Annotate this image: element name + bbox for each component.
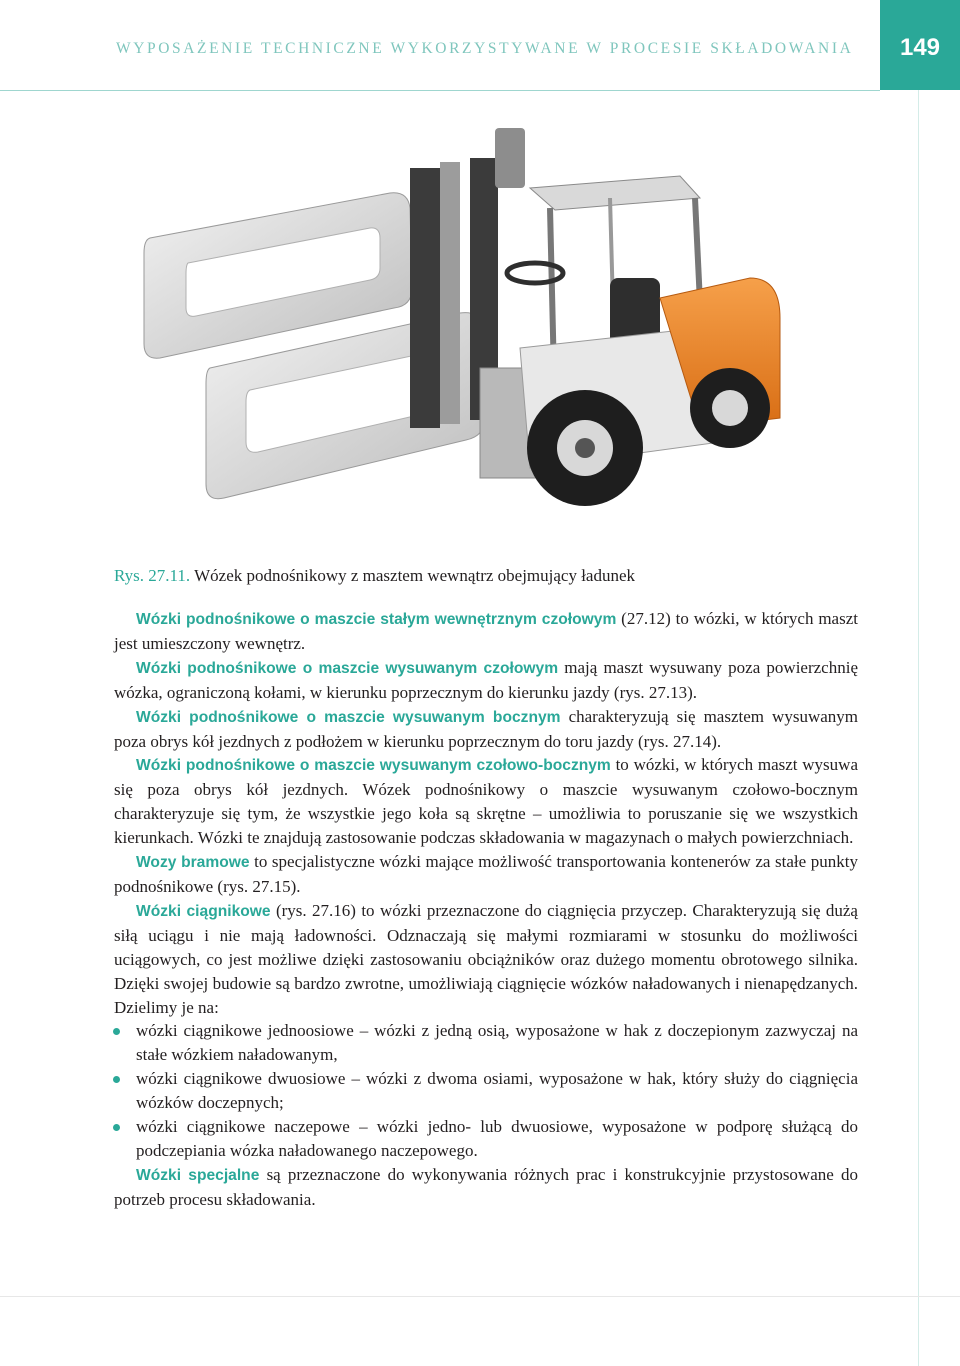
figure-caption-text: Wózek podnośnikowy z masztem wewnątrz obejmujący ładunek bbox=[194, 566, 636, 585]
bullet-list bbox=[114, 1019, 858, 1162]
footer-divider bbox=[0, 1296, 960, 1297]
forklift-with-clamp-illustration bbox=[140, 118, 790, 548]
paragraph-text: to wózki, w których maszt wysuwa się poza obrys kół jezdnych. Wózek podnośnikowy o maszcie wysuwanym czołowo-bocznym charakteryzuje się tym, że wszystkie jego koła są skrętne – umożliwia to poruszanie się we wszystkich kierunkach. Wózki te znajdują zastosowanie podczas składowania w magazynach o małych powierzchniach. bbox=[114, 755, 858, 848]
paragraph-text: charakteryzują się masztem wysuwanym poza obrys kół jezdnych z podłożem w kierunku poprzecznym do toru jazdy (rys. 27.14). bbox=[114, 706, 858, 751]
keyword: Wózki specjalne bbox=[136, 1166, 260, 1184]
list-item-text: wózki ciągnikowe dwuosiowe – wózki z dwoma osiami, wyposażone w hak, który służy do ciągnięcia wózków doczepnych; bbox=[136, 1069, 858, 1113]
bullet-icon bbox=[113, 1124, 120, 1131]
paragraph bbox=[114, 705, 858, 754]
paragraph-text: mają maszt wysuwany poza powierzchnię wózka, ograniczoną kołami, w kierunku poprzecznym do kierunku jazdy (rys. 27.13). bbox=[114, 657, 858, 702]
figure-caption-label: Rys. 27.11. bbox=[114, 566, 191, 585]
paragraph bbox=[114, 899, 858, 1020]
keyword: Wózki podnośnikowe o maszcie wysuwanym czołowo-bocznym bbox=[136, 757, 611, 775]
paragraph bbox=[114, 656, 858, 705]
bullet-icon bbox=[113, 1076, 120, 1083]
keyword: Wózki podnośnikowe o maszcie wysuwanym czołowym bbox=[136, 659, 559, 677]
paragraph bbox=[114, 607, 858, 656]
forklift-icon bbox=[140, 118, 790, 548]
bullet-icon bbox=[113, 1028, 120, 1035]
list-item bbox=[114, 1067, 858, 1115]
paragraph bbox=[114, 753, 858, 850]
keyword: Wózki ciągnikowe bbox=[136, 902, 271, 920]
paragraph bbox=[114, 850, 858, 899]
list-item bbox=[114, 1115, 858, 1163]
paragraph bbox=[114, 1163, 858, 1212]
keyword: Wozy bramowe bbox=[136, 854, 250, 872]
running-header: WYPOSAŻENIE TECHNICZNE WYKORZYSTYWANE W PROCESIE SKŁADOWANIA bbox=[116, 40, 854, 57]
paragraph-text: to specjalistyczne wózki mające możliwość transportowania kontenerów za stałe punkty podnośnikowe (rys. 27.15). bbox=[114, 852, 859, 896]
list-item-text: wózki ciągnikowe jednoosiowe – wózki z jedną osią, wyposażone w hak z doczepionym zazwyczaj na stałe wózkiem naładowanym, bbox=[136, 1021, 858, 1065]
list-item bbox=[114, 1019, 858, 1067]
page-number-badge: 149 bbox=[880, 0, 960, 90]
list-item-text: wózki ciągnikowe naczepowe – wózki jedno- lub dwuosiowe, wyposażone w podporę służącą do podczepiania wózka naładowanego naczepowego. bbox=[136, 1117, 858, 1160]
keyword: Wózki podnośnikowe o maszcie wysuwanym bocznym bbox=[136, 708, 561, 726]
body-text bbox=[114, 607, 858, 1212]
paragraph-text: są przeznaczone do wykonywania różnych prac i konstrukcyjnie przystosowane do potrzeb procesu składowania. bbox=[114, 1164, 858, 1209]
keyword: Wózki podnośnikowe o maszcie stałym wewnętrznym czołowym bbox=[136, 611, 617, 628]
paragraph-text: (rys. 27.16) to wózki przeznaczone do ciągnięcia przyczep. Charakteryzują się dużą siłą uciągu i nie mają ładowności. Odznaczają się małymi rozmiarami w stosunku do możliwości uciągowych, co jest możliwe dzięki zastosowaniu obciążników oraz dużego momentu obrotowego silnika. Dzięki swojej budowie są bardzo zwrotne, umożliwiają ciągnięcie wózków naładowanych i nienapędzanych. Dzielimy je na: bbox=[114, 900, 858, 1017]
paragraph-text: (27.12) to wózki, w których maszt jest umieszczony wewnętrz. bbox=[114, 609, 858, 653]
header-divider bbox=[0, 90, 880, 91]
figure-caption bbox=[114, 566, 635, 586]
margin-divider bbox=[918, 90, 919, 1366]
